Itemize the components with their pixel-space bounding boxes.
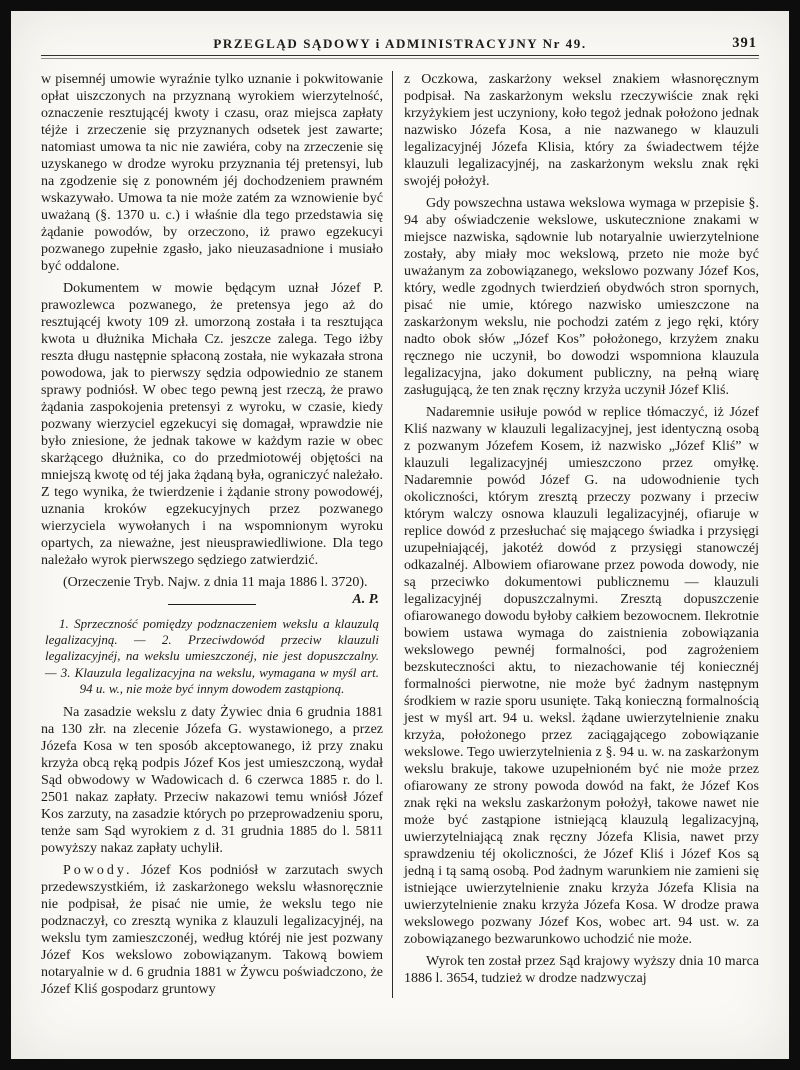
case-headnote: 1. Sprzeczność pomiędzy podznaczeniem wekslu a klauzulą legalizacyjną. — 2. Przeciwdowód przeciw klauzuli legalizacyjnéj, na wekslu umieszczonéj, nie jest dopuszczalny. — 3. Klauzula legalizacyjna na wekslu, wymagana w myśl art. 94 u. w., nie może być innym dowodem zastąpioną. [45, 616, 379, 696]
section-separator [168, 604, 256, 605]
author-initials: A. P. [352, 592, 379, 607]
paragraph [41, 862, 383, 998]
paragraph: Dokumentem w mowie będącym uznał Józef P. prawozlewca pozwanego, że pretensya jego aż do resztującéj kwoty 109 zł. umorzoną została i ta resztująca kwota u dłużnika Michała Cz. jeszcze zalega. Tego iżby reszta długu następnie spłaconą została, nie wykazała strona powodowa, jak to pierwszy sędzia odpowiednio ze stanem sprawy podniósł. W obec tego pewną jest rzeczą, że prawo żądania zaspokojenia pretensyi z wyroku, w czasie, kiedy pozwany wierzyciel egzekucyi się domagał, wprawdzie nie było zniesione, że jednak takowe w każdym razie w obec skarżącego dłużnika, co do przedmiotowéj objętości na mniejszą kwotę od téj jaka żądaną była, ograniczyć należało. Z tego wynika, że twierdzenie i żądanie strony powodowéj, uznania kroków egzekucyjnych przez pozwanego wierzyciela wywołanych i na wspomnionym wyroku opartych, za nieważne, jest nieusprawiedliwione. Dla tego należało wyrok pierwszego sędziego zatwierdzić. [41, 281, 383, 568]
journal-page [11, 11, 789, 1059]
text-columns [41, 71, 759, 998]
paragraph: Nadaremnie usiłuje powód w replice tłómaczyć, iż Józef Kliś nazwany w klauzuli legalizacyjnej, jest identyczną osobą z pozwanym Józefem Kosem, iż nazwisko „Józef Kliś” w klauzuli legalizacyjnéj umieszczono przez omyłkę. Nadaremnie powód Józef G. na udowodnienie tych okoliczności, którym zresztą przeczy pozwany i przeciw którym walczy osnowa klauzuli legalizacyjnéj, ofiaruje w replice dowód z przesłuchać się mającego świadka i przysięgi uzupełniającéj, jakotéż dowód z przysięgi stanowczéj odkazalnéj. Albowiem ofiarowane przez powoda dowody, nie są przeciwko dokumentowi publicznemu — klauzuli legalizacyjnéj dopuszczalnymi. Zresztą dopuszczenie ofiarowanego dowodu byłoby całkiem bezowocnem. Ilekrotnie bowiem ustawa wymaga do zaistnienia zobowiązania wekslowego pewnéj formalności, pod zagrożeniem bezskuteczności aktu, to niezachowanie téj koniecznéj formalności pierwotne, nie może być żadnym następnym środkiem w razie sporu usunięte. Taką konieczną formalnością jest w myśl art. 94 u. weksl. żądane uwierzytelnienie znaku krzyża, położonego przez zaciągającego zobowiązanie wekslowe. Tego uwierzytelnienia z §. 94 u. w. na zaskarżonym wekslu brakuje, takowe uzupełnioném być nie może przez ofiarowany ze strony powoda dowód na fakt, że Józef Kos znak ręki na wekslu zaskarżonym położył, takowe nawet nie może być zastąpione istniejącą klauzulą legalizacyjną, uwierzytelniającą znak ręczny Józefa Klisia, nawet przy sprawdzeniu téj okoliczności, że Józef Kliś i Józef Kos są jedną i tą samą osobą. Pod żadnym warunkiem nie zamieni się istniejące uwierzytelnienie znaku krzyża Józefa Klisia na uwierzytelnienie znaku krzyża Józefa Kosa. W drodze prawa wekslowego pozwany Józef Kos, wobec art. 94 ust. w. za zobowiązanego bezwarunkowo uchodzić nie może. [404, 405, 759, 947]
page-number: 391 [732, 35, 757, 51]
paragraph: Wyrok ten został przez Sąd krajowy wyższy dnia 10 marca 1886 l. 3654, tudzież w drodze nadzwyczaj [404, 954, 759, 986]
citation-line [41, 574, 383, 607]
citation-text: (Orzeczenie Tryb. Najw. z dnia 11 maja 1886 l. 3720). [63, 575, 368, 590]
paragraph-text: Józef Kos podniósł w zarzutach swych przedewszystkiém, iż zaskarżonego wekslu własnoręcznie nie podpisał, że pisać nie umie, że wekslu tego nie podznaczył, co zresztą wynika z klauzuli legalizacyjnéj, na wekslu tym zamieszczonéj, według któréj nie jest pozwany Józef Kos wekslowo zobowiązanym. Takową bowiem notaryalnie w d. 6 grudnia 1881 w Żywcu poświadczono, że Józef Kliś gospodarz gruntowy [41, 863, 384, 998]
right-column [393, 71, 759, 998]
page-header [41, 35, 759, 53]
paragraph: w pisemnéj umowie wyraźnie tylko uznanie i pokwitowanie opłat uiszczonych na przyznaną wyrokiem wierzytelność, oznaczenie resztującéj kwoty i czasu, oraz miejsca zapłaty téjże i zrzeczenie się przyznanych odsetek jest zawarte; natomiast umowa ta nic nie zawiéra, coby na zrzeczenie się uzyskanego w drodze wyroku przyznania téj pretensyi, lub na zgodzenie się z ponowném jéj dochodzeniem prawném wskazywało. Umowa ta nie może zatém za wznowienie być uważaną (§. 1370 u. c.) i właśnie dla tego przedstawia się żądanie powodów, by orzeczono, iż prawo egzekucyi pozwanego zupełnie zgasło, jako nieuzasadnione i musiało być oddalone. [41, 72, 383, 274]
paragraph: Gdy powszechna ustawa wekslowa wymaga w przepisie §. 94 aby oświadczenie wekslowe, uskutecznione znakami w miejsce nazwiska, sądownie lub notaryalnie uwierzytelnione zostały, aby miały moc wekslową, przeto nie może być uważanym za zobowiązanego, wekslowo pozwany Józef Kos, który, wedle zgodnych twierdzień obydwóch stron spornych, pisać nie umie, którego nazwisko umieszczone na zaskarżonym wekslu, nie pochodzi zatém z jego ręki, który nadto obok słów „Józef Kos” położonego, krzyżem znaku ręcznego nie uczynił, bo dowodzi wspomniona klauzula legalizacyjna, jako dokument publiczny, na pełną wiarę zasługującą, że ten znak ręczny krzyża uczynił Józef Kliś. [404, 196, 759, 398]
paragraph: Na zasadzie wekslu z daty Żywiec dnia 6 grudnia 1881 na 130 złr. na zlecenie Józefa G. wystawionego, a przez Józefa Kosa w ten sposób akceptowanego, iż przy znaku krzyża obcą ręką podpis Józef Kos jest umieszczoną, wydał Sąd obwodowy w Wadowicach d. 6 czerwca 1885 r. do l. 2501 nakaz zapłaty. Przeciw nakazowi temu wniósł Józef Kos zarzuty, na zasadzie których po przeprowadzeniu sporu, tenże sam Sąd wyrokiem z d. 31 grudnia 1885 do l. 5811 powyższy nakaz zapłaty uchylił. [41, 705, 383, 857]
left-column [41, 71, 392, 998]
header-rule [41, 55, 759, 59]
paragraph-lead: Powody. [63, 863, 133, 879]
journal-title: PRZEGLĄD SĄDOWY i ADMINISTRACYJNY Nr 49. [213, 36, 587, 51]
paragraph: z Oczkowa, zaskarżony weksel znakiem własnoręcznym podpisał. Na zaskarżonym wekslu rzeczywiście znak ręki krzyżykiem jest uczyniony, koło tegoż jednak położono jednak nazwisko Józefa Kosa, a nie nazwanego w klauzuli legalizacyjnéj Józefa Klisia, który za świadectwem téjże klauzuli legalizacyjnéj, na zaskarżonym wekslu znak ręki swojéj położył. [404, 72, 759, 189]
